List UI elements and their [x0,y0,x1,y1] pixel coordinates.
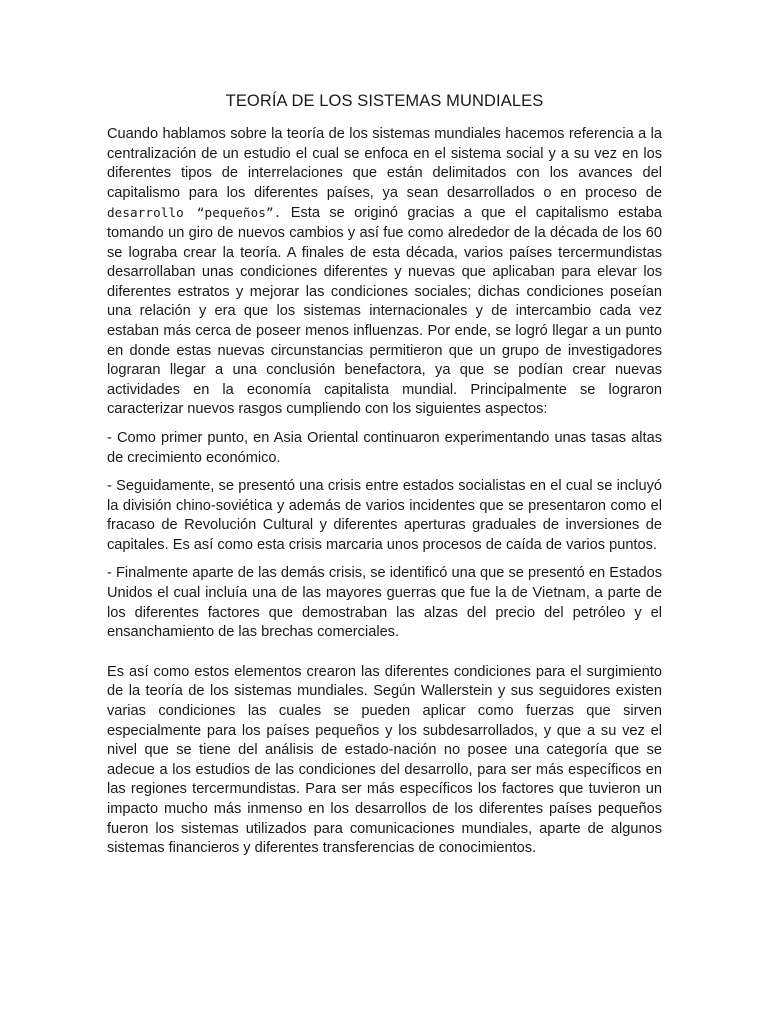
paragraph-conclusion: Es así como estos elementos crearon las diferentes condiciones para el surgimiento de la teoría de los sistemas mundiales. Según Wallerstein y sus seguidores existen varias condiciones las cuales se pueden aplicar como fuerzas que sirven especialmente para los países pequeños y los subdesarrollados, y que a su vez el nivel que se tiene del análisis de estado-nación no posee una categoría que se adecue a los estudios de las condiciones del desarrollo, para ser más específicos en las regiones tercermundistas. Para ser más específicos los factores que tuvieron un impacto mucho más inmenso en los desarrollos de los diferentes países pequeños fueron los sistemas utilizados para comunicaciones mundiales, aparte de algunos sistemas financieros y diferentes transferencias de conocimientos. [107,663,662,857]
document-title: TEORÍA DE LOS SISTEMAS MUNDIALES [225,92,544,110]
paragraph-introduction-start: Cuando hablamos sobre la teoría de los sistemas mundiales hacemos referencia a la centralización de un estudio el cual se enfoca en el sistema social y a su vez en los diferentes tipos de interrelaciones que están delimitados con los avances del capitalismo para los diferentes países, ya sean desarrollados o en proceso de [107,126,662,201]
paragraph-point-asia: - Como primer punto, en Asia Oriental continuaron experimentando unas tasas altas de crecimiento económico. [107,429,662,466]
paragraph-introduction-highlight: desarrollo “pequeños”. [107,205,282,221]
document-page [107,90,662,868]
paragraph-introduction [107,125,662,420]
paragraph-point-united-states: - Finalmente aparte de las demás crisis, se identificó una que se presentó en Estados Unidos el cual incluía una de las mayores guerras que fue la de Vietnam, a parte de los diferentes factores que demostraban las alzas del precio del petróleo y el ensanchamiento de las brechas comerciales. [107,565,662,641]
paragraph-introduction-end: Esta se originó gracias a que el capitalismo estaba tomando un giro de nuevos cambios y así fue como alrededor de la década de los 60 se lograba crear la teoría. A finales de esta década, varios países tercermundistas desarrollaban unas condiciones diferentes y nuevas que aplicaban para elevar los diferentes estratos y mejorar las condiciones sociales; dichas condiciones poseían una relación y era que los sistemas internacionales y de intercambio cada vez estaban más cerca de poseer menos influenzas. Por ende, se logró llegar a un punto en donde estas nuevas circunstancias permitieron que un grupo de investigadores lograran llegar a una conclusión benefactora, ya que se podían crear nuevas actividades en la economía capitalista mundial. Principalmente se lograron caracterizar nuevos rasgos cumpliendo con los siguientes aspectos: [107,205,662,418]
paragraph-point-socialist-crisis: - Seguidamente, se presentó una crisis entre estados socialistas en el cual se incluyó la división chino-soviética y además de varios incidentes que se presentaron como el fracaso de Revolución Cultural y diferentes aperturas graduales de inversiones de capitales. Es así como esta crisis marcaria unos procesos de caída de varios puntos. [107,478,662,553]
